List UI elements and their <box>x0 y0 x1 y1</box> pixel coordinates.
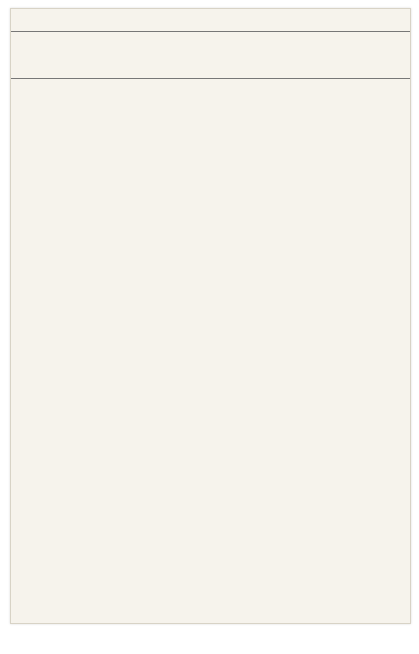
table-grid-lines <box>11 9 410 623</box>
document-sheet <box>10 8 411 624</box>
